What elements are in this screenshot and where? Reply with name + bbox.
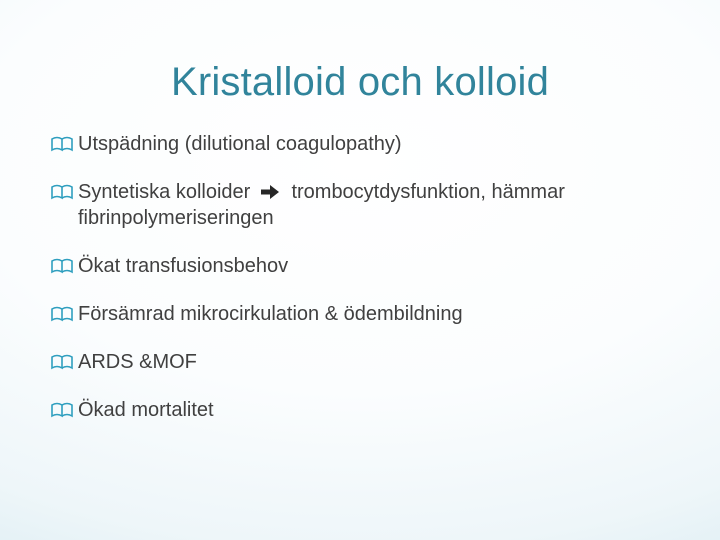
bullet-text: trombocytdysfunktion, hämmar — [291, 181, 565, 203]
bullet-item — [50, 131, 690, 157]
bullet-text: Försämrad mikrocirkulation & ödembildning — [78, 303, 463, 325]
bullet-list — [50, 131, 690, 445]
bullet-text: ARDS &MOF — [78, 351, 197, 373]
book-icon — [50, 305, 74, 323]
slide-title: Kristalloid och kolloid — [170, 60, 550, 104]
bullet-text: Ökad mortalitet — [78, 399, 214, 421]
book-icon — [50, 135, 74, 153]
bullet-item — [50, 397, 690, 423]
book-icon — [50, 401, 74, 419]
book-icon — [50, 353, 74, 371]
bullet-continuation: fibrinpolymeriseringen — [78, 207, 274, 229]
bullet-text: Syntetiska kolloider — [78, 181, 251, 203]
bullet-item — [50, 179, 690, 231]
bullet-text: Ökat transfusionsbehov — [78, 255, 289, 277]
bullet-text: Utspädning (dilutional coagulopathy) — [78, 133, 402, 155]
right-arrow-icon — [260, 181, 280, 197]
bullet-item — [50, 301, 690, 327]
bullet-item — [50, 253, 690, 279]
book-icon — [50, 183, 74, 201]
bullet-item — [50, 349, 690, 375]
book-icon — [50, 257, 74, 275]
